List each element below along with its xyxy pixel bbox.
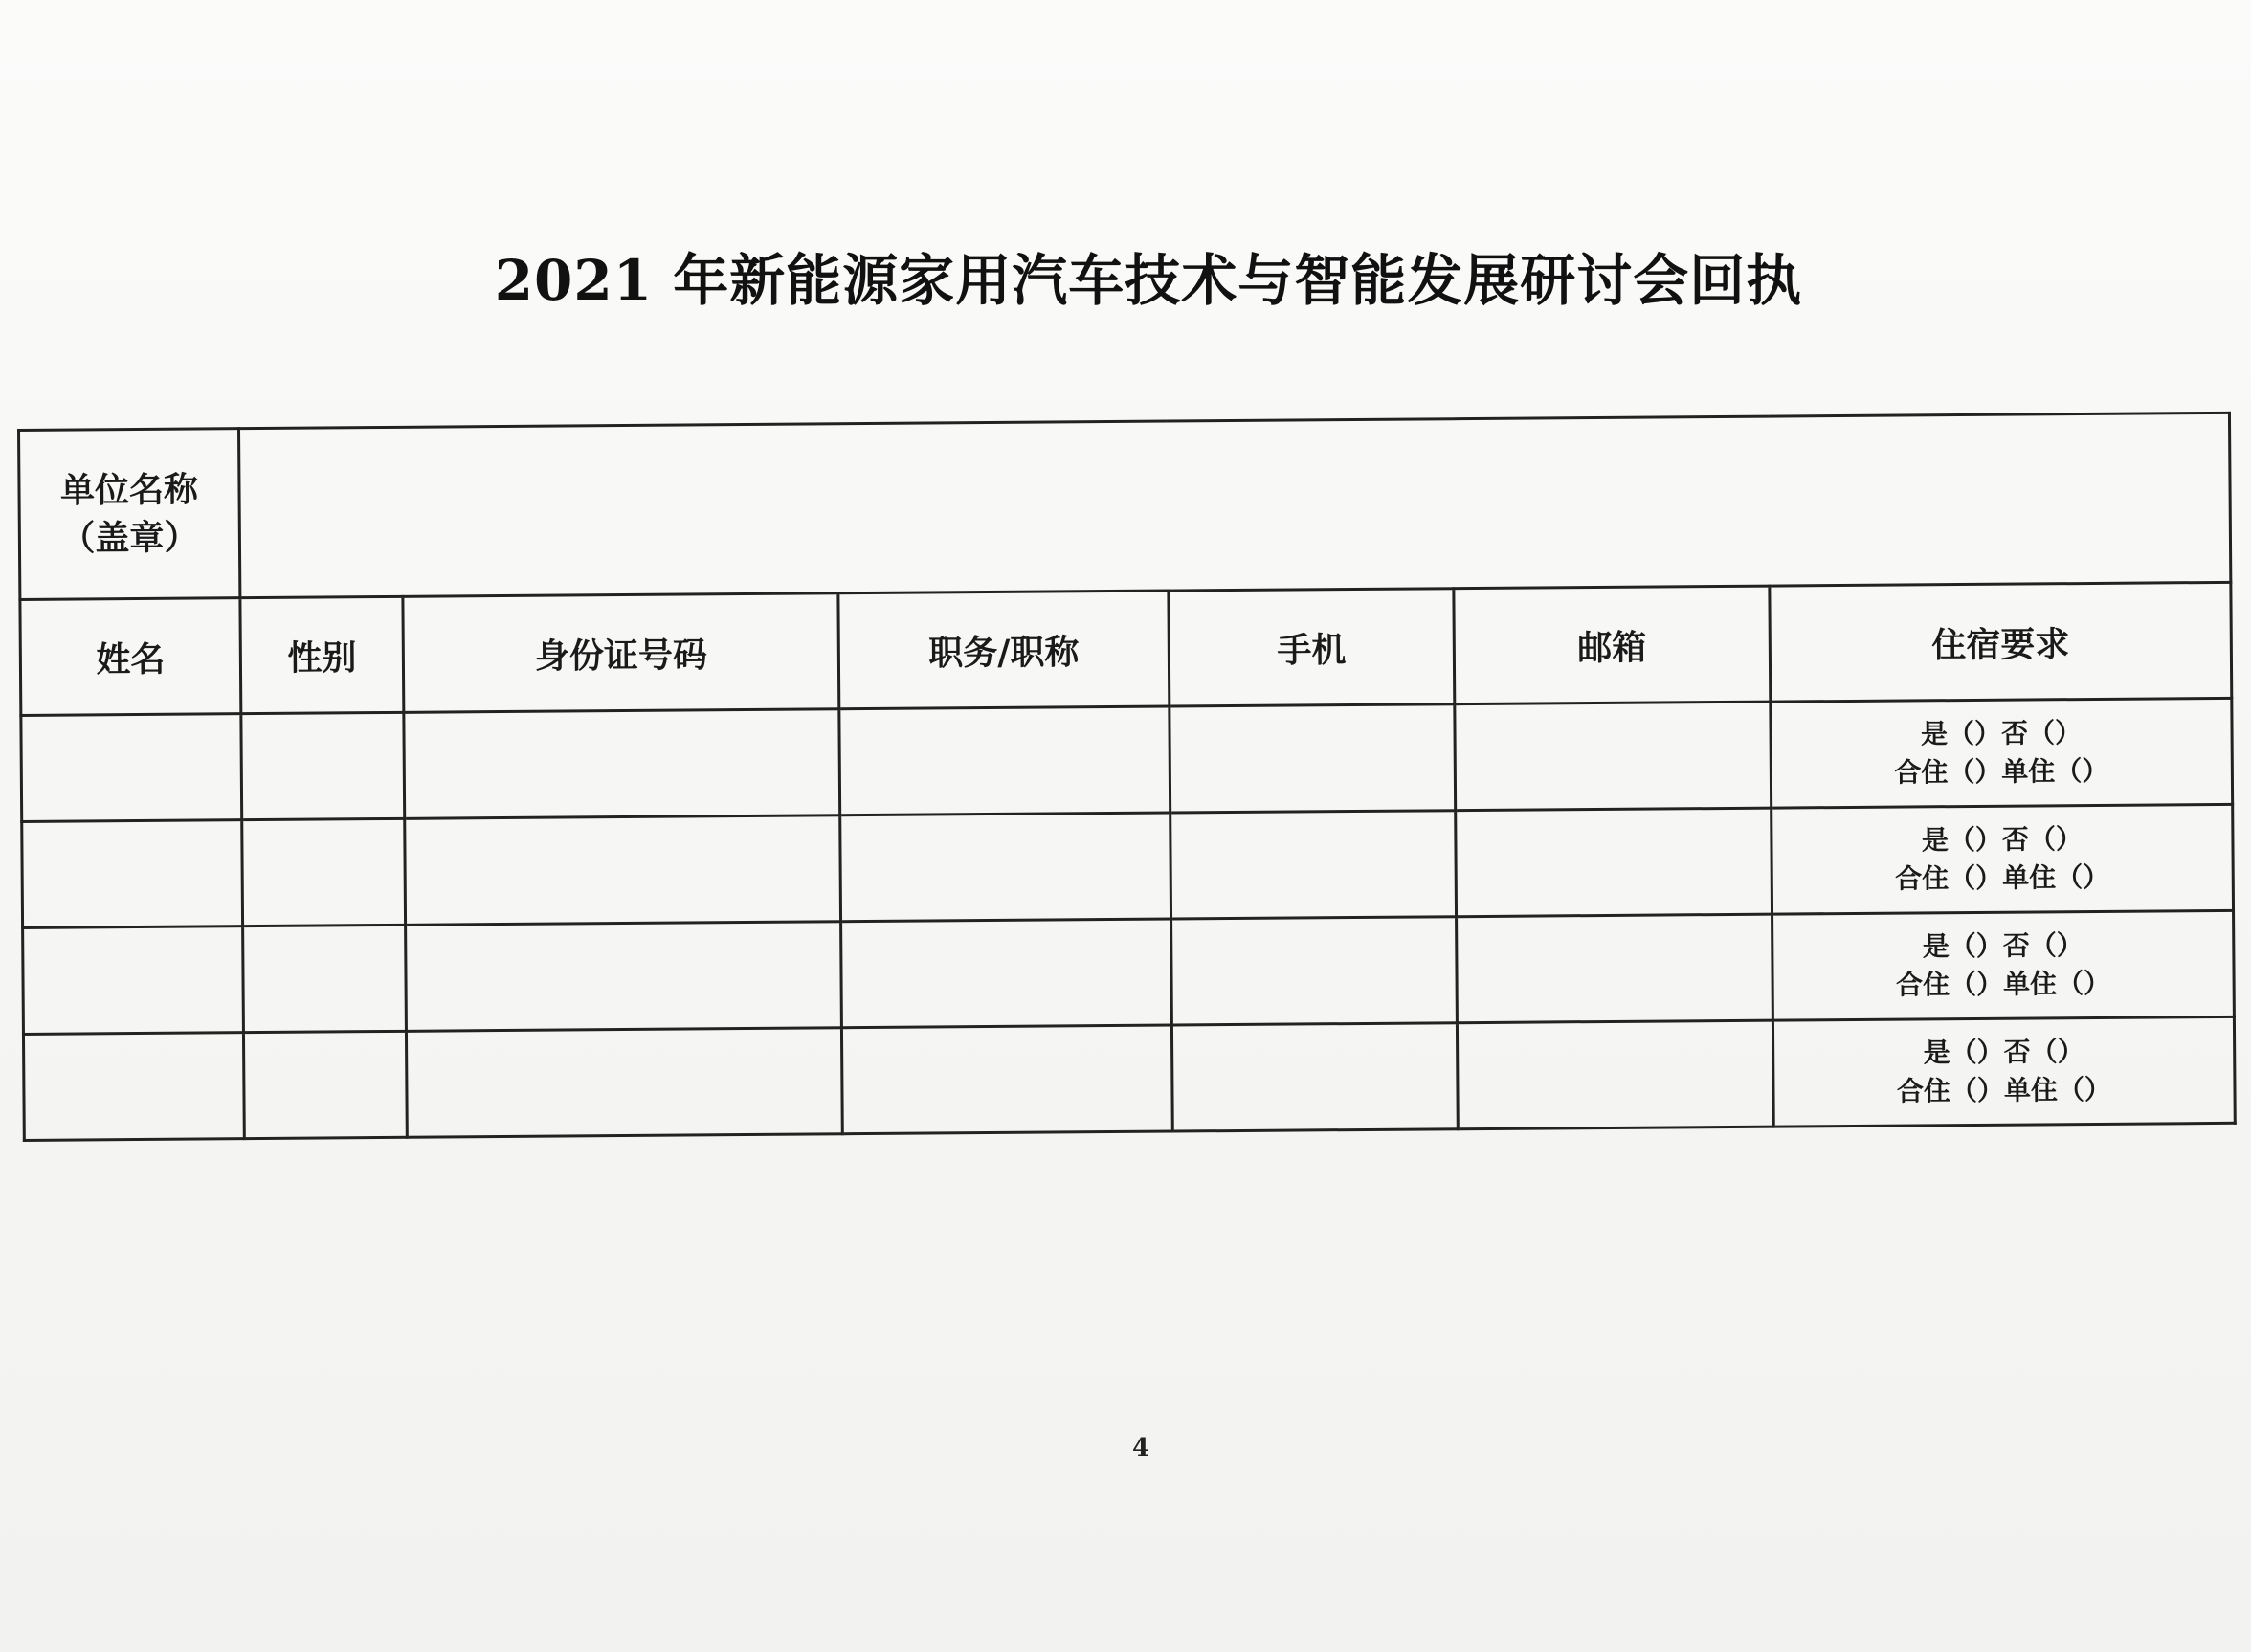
- header-gender: 性别: [240, 596, 404, 713]
- name-cell[interactable]: [23, 926, 244, 1035]
- lodging-cell[interactable]: [1772, 1016, 2235, 1127]
- lodging-yes-no: 是（）否（）: [1923, 1036, 2084, 1069]
- id-number-cell[interactable]: [406, 922, 842, 1032]
- org-name-label-line2: （盖章）: [60, 517, 199, 559]
- header-row: [20, 582, 2232, 715]
- name-cell[interactable]: [23, 1033, 244, 1141]
- header-name: 姓名: [20, 598, 241, 716]
- email-cell[interactable]: [1457, 1020, 1773, 1129]
- position-cell[interactable]: [841, 919, 1172, 1028]
- header-mobile: 手机: [1169, 589, 1455, 706]
- org-name-label: [19, 429, 240, 600]
- gender-cell[interactable]: [241, 712, 405, 819]
- org-row: [19, 413, 2231, 599]
- mobile-cell[interactable]: [1170, 811, 1457, 919]
- lodging-shared-single: 合住（）单住（）: [1894, 754, 2109, 789]
- lodging-shared-single: 合住（）单住（）: [1895, 967, 2111, 1001]
- lodging-cell[interactable]: [1771, 698, 2233, 808]
- org-name-field[interactable]: [239, 413, 2231, 597]
- id-number-cell[interactable]: [405, 815, 841, 926]
- mobile-cell[interactable]: [1171, 917, 1458, 1025]
- name-cell[interactable]: [21, 714, 242, 822]
- gender-cell[interactable]: [242, 818, 406, 926]
- lodging-cell[interactable]: [1772, 804, 2234, 914]
- header-lodging: 住宿要求: [1770, 582, 2232, 702]
- receipt-form: [17, 412, 2234, 1142]
- lodging-yes-no: 是（）否（）: [1920, 717, 2083, 750]
- position-cell[interactable]: [839, 706, 1170, 815]
- document-title: 2021 年新能源家用汽车技术与智能发展研讨会回执: [494, 248, 1803, 313]
- header-id-number: 身份证号码: [403, 593, 839, 713]
- gender-cell[interactable]: [243, 925, 407, 1032]
- position-cell[interactable]: [841, 1025, 1172, 1134]
- gender-cell[interactable]: [243, 1031, 407, 1138]
- table-row: [22, 804, 2234, 927]
- id-number-cell[interactable]: [404, 709, 840, 819]
- mobile-cell[interactable]: [1170, 704, 1456, 813]
- email-cell[interactable]: [1456, 808, 1772, 917]
- header-email: 邮箱: [1454, 586, 1771, 704]
- lodging-yes-no: 是（）否（）: [1921, 823, 2084, 857]
- table-row: [23, 1016, 2235, 1140]
- table-row: [23, 910, 2235, 1034]
- org-name-label-line1: 单位名称: [59, 469, 199, 511]
- lodging-shared-single: 合住（）单住（）: [1895, 860, 2110, 895]
- position-cell[interactable]: [840, 813, 1171, 922]
- name-cell[interactable]: [22, 820, 243, 928]
- lodging-shared-single: 合住（）单住（）: [1896, 1073, 2112, 1107]
- receipt-table: [17, 412, 2237, 1142]
- page-number: 4: [1131, 1434, 1150, 1462]
- email-cell[interactable]: [1457, 914, 1773, 1023]
- table-row: [21, 698, 2233, 821]
- lodging-cell[interactable]: [1772, 910, 2235, 1020]
- mobile-cell[interactable]: [1171, 1023, 1458, 1131]
- email-cell[interactable]: [1455, 702, 1772, 811]
- lodging-yes-no: 是（）否（）: [1922, 929, 2084, 963]
- id-number-cell[interactable]: [406, 1028, 842, 1138]
- header-position-title: 职务/职称: [838, 591, 1170, 709]
